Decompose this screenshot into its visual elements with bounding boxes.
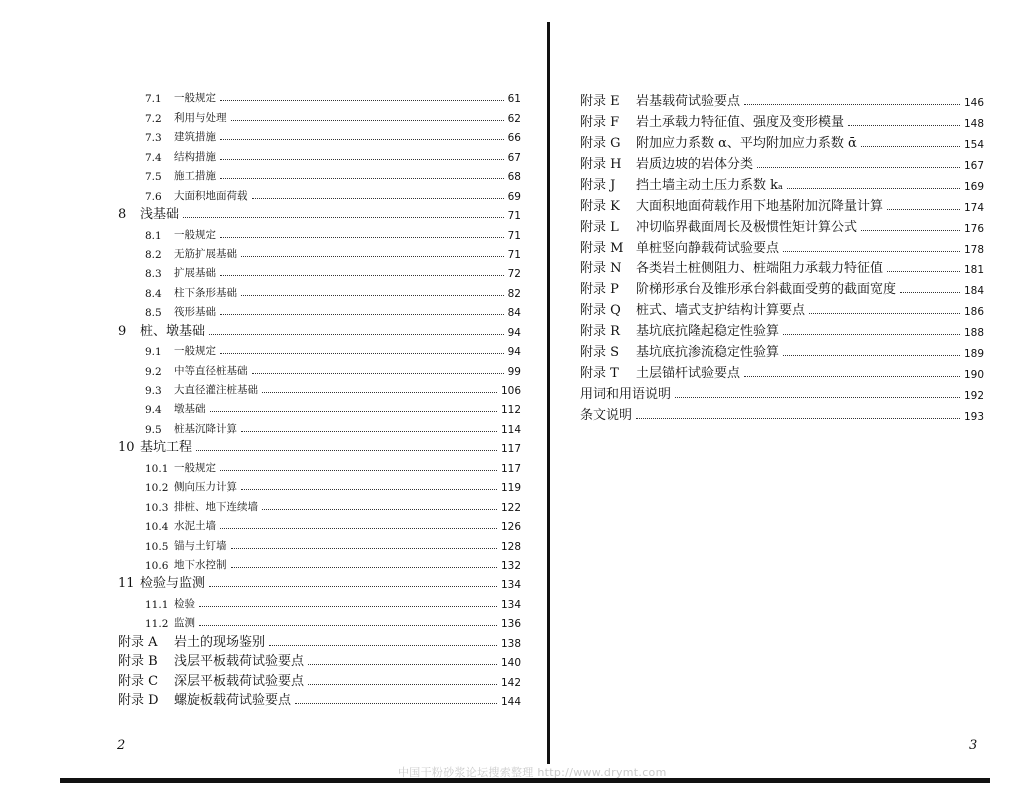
toc-entry-number: 附录 T [580, 366, 619, 382]
dot-leader [231, 548, 497, 549]
toc-entry-number: 附录 F [580, 114, 620, 130]
toc-entry[interactable] [0, 689, 548, 708]
dot-leader [262, 392, 497, 393]
toc-entry[interactable] [0, 611, 548, 630]
toc-entry-number: 附录 G [580, 135, 621, 151]
dot-leader [231, 120, 504, 121]
toc-entry-title: 浅层平板载荷试验要点 [174, 654, 305, 670]
toc-entry-title: 条文说明 [580, 408, 633, 423]
toc-entry[interactable] [0, 397, 548, 416]
toc-entry[interactable] [0, 144, 548, 163]
dot-leader [262, 509, 497, 510]
dot-leader [809, 313, 960, 314]
toc-entry-number: 8.4 [145, 287, 162, 300]
dot-leader [220, 139, 504, 140]
toc-entry-title: 土层锚杆试验要点 [636, 366, 741, 382]
toc-entry-page: 84 [507, 307, 521, 320]
toc-entry-page: 178 [963, 243, 984, 256]
toc-entry-title: 大直径灌注桩基础 [174, 384, 258, 396]
toc-entry-number: 7.4 [145, 151, 162, 164]
toc-entry[interactable] [550, 360, 1024, 381]
toc-entry-title: 侧向压力计算 [174, 481, 237, 494]
dot-leader [220, 159, 504, 160]
toc-entry[interactable] [0, 183, 548, 202]
toc-entry-number: 8.5 [145, 307, 162, 320]
toc-entry-number: 附录 C [118, 673, 159, 689]
dot-leader [783, 355, 960, 356]
toc-entry-number: 附录 L [580, 219, 619, 235]
dot-leader [209, 586, 497, 587]
toc-entry-page: 71 [507, 210, 521, 223]
dot-leader [220, 100, 504, 101]
toc-entry[interactable] [0, 203, 548, 222]
toc-entry-number: 8 [118, 207, 127, 223]
toc-entry-number: 附录 K [580, 198, 620, 214]
toc-entry-number: 附录 B [118, 654, 158, 670]
toc-entry[interactable] [0, 86, 548, 105]
toc-entry[interactable] [0, 591, 548, 610]
toc-entry-title: 岩基载荷试验要点 [636, 93, 741, 109]
toc-entry-number: 7.5 [145, 171, 162, 184]
toc-entry-page: 122 [500, 501, 521, 514]
toc-entry-number: 附录 S [580, 345, 620, 361]
toc-entry-number: 7.3 [145, 132, 162, 145]
toc-entry-page: 71 [507, 229, 521, 242]
toc-entry[interactable] [550, 235, 1024, 256]
toc-entry[interactable] [550, 151, 1024, 172]
toc-entry-number: 9.4 [145, 404, 162, 417]
toc-entry-number: 附录 D [118, 693, 159, 708]
toc-entry[interactable] [0, 475, 548, 494]
right-page [550, 0, 1024, 792]
dot-leader [269, 645, 497, 646]
toc-entry-title: 排桩、地下连续墙 [174, 500, 258, 513]
toc-entry-number: 10.2 [145, 482, 169, 495]
toc-entry[interactable] [0, 436, 548, 455]
toc-entry-title: 扩展基础 [174, 267, 216, 280]
toc-entry[interactable] [0, 455, 548, 474]
toc-entry-page: 112 [500, 404, 521, 417]
toc-entry-title: 无筋扩展基础 [174, 247, 237, 260]
toc-entry-page: 186 [963, 306, 984, 319]
dot-leader [210, 411, 497, 412]
toc-entry-page: 128 [500, 540, 521, 553]
toc-entry-number: 8.3 [145, 268, 162, 281]
dot-leader [220, 528, 497, 529]
dot-leader [196, 450, 497, 451]
dot-leader [900, 292, 960, 293]
toc-entry-page: 190 [963, 369, 984, 382]
dot-leader [241, 431, 497, 432]
toc-entry-number: 附录 Q [580, 303, 621, 319]
toc-entry-number: 10.5 [145, 540, 169, 553]
toc-entry-number: 附录 N [580, 261, 622, 277]
toc-entry-number: 附录 P [580, 282, 619, 298]
toc-entry-page: 134 [500, 598, 521, 611]
toc-entry-title: 冲切临界截面周长及极惯性矩计算公式 [636, 219, 858, 235]
toc-entry-title: 浅基础 [140, 207, 180, 223]
dot-leader [220, 178, 504, 179]
toc-entry-page: 193 [963, 411, 984, 423]
dot-leader [861, 230, 960, 231]
dot-leader [887, 209, 960, 210]
toc-entry-number: 附录 E [580, 93, 620, 109]
toc-entry-title: 建筑措施 [174, 131, 216, 144]
page-number-right: 3 [969, 738, 978, 753]
toc-entry-page: 169 [963, 180, 984, 193]
toc-entry[interactable] [0, 650, 548, 669]
dot-leader [252, 198, 504, 199]
toc-entry-page: 119 [500, 482, 521, 495]
toc-entry-page: 154 [963, 138, 984, 151]
toc-entry-page: 71 [507, 248, 521, 261]
toc-entry[interactable] [0, 164, 548, 183]
dot-leader [308, 684, 497, 685]
toc-entry-number: 附录 R [580, 324, 620, 340]
toc-entry[interactable] [0, 261, 548, 280]
dot-leader [861, 146, 960, 147]
toc-entry-title: 基坑底抗渗流稳定性验算 [636, 345, 780, 361]
toc-entry-title: 检验 [174, 597, 195, 610]
toc-entry-page: 146 [963, 96, 984, 109]
toc-entry-number: 9.3 [145, 385, 162, 397]
toc-entry-page: 140 [500, 657, 521, 670]
dot-leader [787, 188, 960, 189]
toc-entry-page: 67 [507, 151, 521, 164]
toc-entry-page: 184 [963, 285, 984, 298]
toc-entry-number: 7.2 [145, 112, 162, 125]
toc-entry-title: 阶梯形承台及锥形承台斜截面受剪的截面宽度 [636, 282, 897, 298]
toc-entry-page: 167 [963, 159, 984, 172]
toc-entry-title: 桩、墩基础 [140, 323, 206, 339]
dot-leader [744, 376, 960, 377]
toc-entry-title: 锚与土钉墙 [174, 539, 227, 552]
dot-leader [220, 314, 504, 315]
toc-entry-page: 94 [507, 346, 521, 359]
toc-entry-number: 附录 M [580, 240, 624, 256]
toc-entry[interactable] [550, 88, 1024, 109]
toc-entry-title: 一般规定 [174, 228, 216, 241]
toc-entry-title: 桩式、墙式支护结构计算要点 [636, 303, 806, 319]
dot-leader [199, 606, 497, 607]
toc-entry-title: 岩土承载力特征值、强度及变形模量 [636, 114, 845, 130]
toc-entry[interactable] [0, 242, 548, 261]
toc-entry-title: 大面积地面荷载 [174, 189, 248, 202]
toc-entry-page: 148 [963, 117, 984, 130]
watermark-text: 中国干粉砂浆论坛搜索整理 http://www.drymt.com [398, 766, 667, 779]
toc-entry-number: 10.1 [145, 462, 169, 475]
toc-entry-page: 114 [500, 423, 521, 436]
toc-entry-page: 117 [500, 462, 521, 475]
toc-entry[interactable] [550, 172, 1024, 193]
toc-entry-page: 189 [963, 348, 984, 361]
toc-entry-number: 10.6 [145, 559, 169, 572]
toc-entry[interactable] [550, 381, 1024, 402]
toc-entry-number: 8.2 [145, 248, 162, 261]
toc-entry[interactable] [0, 572, 548, 591]
toc-entry-page: 68 [507, 171, 521, 184]
toc-entry[interactable] [550, 130, 1024, 151]
toc-entry-title: 中等直径桩基础 [174, 364, 248, 377]
dot-leader [183, 217, 504, 218]
toc-entry[interactable] [550, 256, 1024, 277]
page-number-left: 2 [117, 738, 126, 753]
toc-entry-title: 大面积地面荷载作用下地基附加沉降量计算 [636, 198, 884, 214]
toc-entry-title: 单桩竖向静载荷试验要点 [636, 240, 780, 256]
toc-entry-number: 8.1 [145, 229, 162, 242]
toc-entry-number: 11.1 [145, 598, 169, 611]
dot-leader [295, 703, 497, 704]
dot-leader [744, 104, 960, 105]
toc-entry-page: 132 [500, 559, 521, 572]
toc-entry[interactable] [0, 222, 548, 241]
toc-entry-title: 基坑底抗隆起稳定性验算 [636, 324, 780, 340]
toc-entry-title: 监测 [174, 617, 195, 630]
toc-entry-page: 192 [963, 390, 984, 403]
toc-entry-title: 附加应力系数 α、平均附加应力系数 ᾱ [636, 135, 857, 151]
toc-entry-title: 岩质边坡的岩体分类 [636, 156, 754, 172]
toc-entry-page: 82 [507, 287, 521, 300]
toc-entry-title: 螺旋板载荷试验要点 [174, 693, 292, 708]
toc-entry-page: 106 [500, 385, 521, 397]
toc-entry[interactable] [0, 514, 548, 533]
toc-entry[interactable] [0, 105, 548, 124]
toc-entry[interactable] [0, 319, 548, 338]
toc-entry-title: 墩基础 [174, 403, 206, 416]
toc-entry[interactable] [0, 358, 548, 377]
toc-entry-page: 134 [500, 579, 521, 592]
toc-entry-number: 附录 H [580, 156, 622, 172]
toc-entry-title: 结构措施 [174, 150, 216, 163]
toc-entry[interactable] [550, 297, 1024, 318]
toc-entry[interactable] [0, 630, 548, 649]
dot-leader [241, 295, 504, 296]
toc-entry[interactable] [0, 669, 548, 688]
toc-entry[interactable] [550, 339, 1024, 360]
dot-leader [252, 373, 504, 374]
toc-entry-page: 72 [507, 268, 521, 281]
toc-entry-title: 一般规定 [174, 461, 216, 474]
dot-leader [220, 470, 497, 471]
toc-entry-number: 附录 J [580, 177, 616, 193]
toc-entry[interactable] [550, 193, 1024, 214]
toc-entry-number: 附录 A [118, 634, 158, 650]
toc-entry-number: 9.2 [145, 365, 162, 378]
toc-entry-page: 181 [963, 264, 984, 277]
toc-entry[interactable] [0, 280, 548, 299]
toc-entry-title: 深层平板载荷试验要点 [174, 673, 305, 689]
toc-entry-page: 94 [507, 326, 521, 339]
dot-leader [308, 664, 497, 665]
toc-entry-title: 挡土墙主动土压力系数 kₐ [636, 177, 784, 193]
toc-entry-title: 岩土的现场鉴别 [174, 634, 266, 650]
dot-leader [675, 397, 960, 398]
toc-entry-title: 柱下条形基础 [174, 286, 237, 299]
toc-entry[interactable] [0, 125, 548, 144]
dot-leader [887, 271, 960, 272]
toc-entry[interactable] [0, 339, 548, 358]
dot-leader [199, 625, 497, 626]
toc-entry-title: 一般规定 [174, 345, 216, 358]
toc-entry-page: 61 [507, 93, 521, 106]
toc-entry-page: 174 [963, 201, 984, 214]
toc-entry-page: 142 [500, 676, 521, 689]
toc-entry-page: 138 [500, 637, 521, 650]
toc-entry[interactable] [0, 494, 548, 513]
toc-entry[interactable] [550, 318, 1024, 339]
toc-entry[interactable] [0, 533, 548, 552]
dot-leader [241, 489, 497, 490]
dot-leader [220, 275, 504, 276]
toc-entry-title: 基坑工程 [140, 440, 193, 456]
toc-entry-title: 水泥土墙 [174, 520, 216, 533]
toc-entry-page: 66 [507, 132, 521, 145]
toc-entry-number: 11.2 [145, 618, 169, 631]
toc-entry-title: 用词和用语说明 [580, 387, 672, 403]
toc-entry[interactable] [550, 402, 1024, 423]
toc-entry-number: 9.5 [145, 423, 162, 436]
toc-entry-title: 检验与监测 [140, 576, 206, 592]
toc-entry-number: 9 [118, 323, 127, 339]
toc-entry[interactable] [0, 300, 548, 319]
toc-entry-page: 144 [500, 696, 521, 708]
dot-leader [220, 353, 504, 354]
dot-leader [757, 167, 960, 168]
dot-leader [209, 334, 504, 335]
dot-leader [848, 125, 960, 126]
toc-right [550, 88, 1024, 423]
toc-entry[interactable] [0, 416, 548, 435]
toc-entry-page: 117 [500, 443, 521, 456]
toc-entry-number: 7.6 [145, 190, 162, 203]
toc-entry-title: 地下水控制 [174, 558, 227, 571]
toc-entry-title: 利用与处理 [174, 111, 227, 124]
toc-entry-title: 施工措施 [174, 170, 216, 183]
toc-entry-number: 10.3 [145, 501, 169, 514]
dot-leader [783, 334, 960, 335]
toc-entry-page: 176 [963, 222, 984, 235]
toc-entry-page: 136 [500, 618, 521, 631]
toc-entry-number: 9.1 [145, 346, 162, 359]
toc-left [0, 86, 548, 708]
toc-entry[interactable] [0, 378, 548, 397]
dot-leader [783, 251, 960, 252]
dot-leader [636, 418, 960, 419]
toc-entry-page: 62 [507, 112, 521, 125]
toc-entry-page: 69 [507, 190, 521, 203]
dot-leader [220, 237, 504, 238]
toc-entry[interactable] [550, 214, 1024, 235]
toc-entry-title: 桩基沉降计算 [174, 422, 237, 435]
toc-entry[interactable] [0, 553, 548, 572]
toc-entry-number: 7.1 [145, 93, 162, 106]
toc-entry-page: 126 [500, 521, 521, 534]
toc-entry-number: 10 [118, 440, 135, 456]
toc-entry-number: 10.4 [145, 521, 169, 534]
toc-entry[interactable] [550, 109, 1024, 130]
toc-entry-number: 11 [118, 576, 135, 592]
toc-entry[interactable] [550, 276, 1024, 297]
toc-entry-title: 一般规定 [174, 92, 216, 105]
dot-leader [231, 567, 497, 568]
toc-entry-title: 筏形基础 [174, 306, 216, 319]
toc-entry-page: 188 [963, 327, 984, 340]
toc-entry-title: 各类岩土桩侧阻力、桩端阻力承载力特征值 [636, 261, 884, 277]
dot-leader [241, 256, 504, 257]
toc-entry-page: 99 [507, 365, 521, 378]
